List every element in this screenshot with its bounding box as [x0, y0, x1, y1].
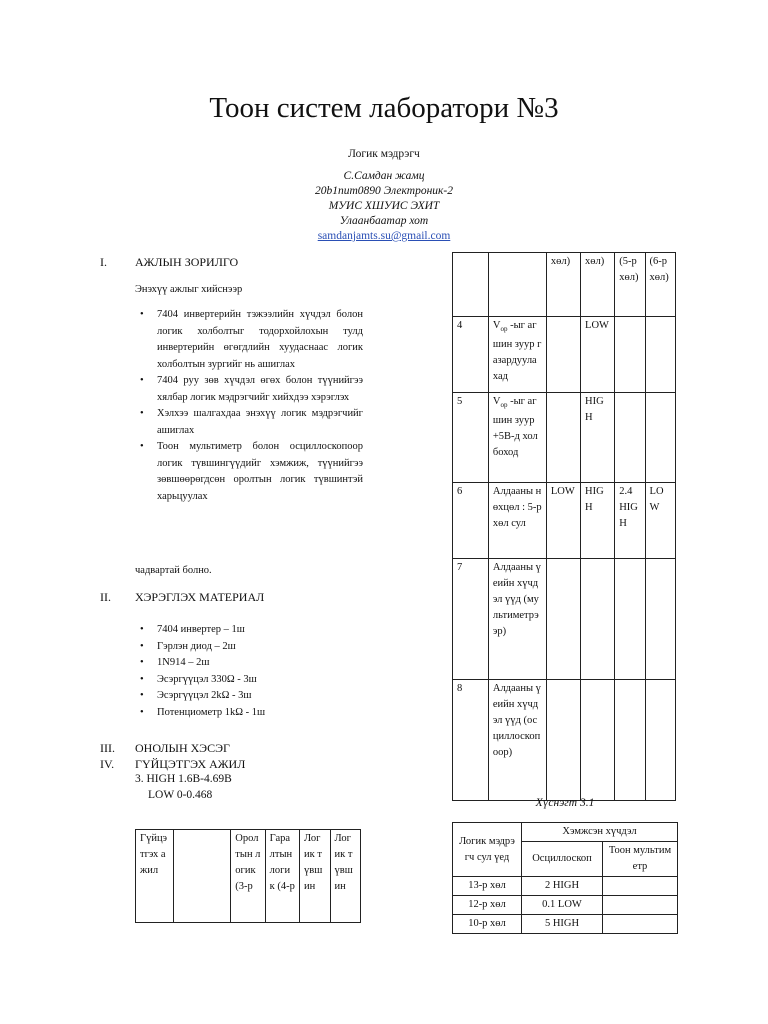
section3-title: ОНОЛЫН ХЭСЭГ [135, 741, 230, 755]
list-item: • 7404 инвертер – 1ш [140, 624, 245, 635]
table-cell [453, 253, 489, 317]
author-id: 20b1num0890 Электроник-2 [315, 185, 453, 197]
table-cell: хөл) [546, 253, 580, 317]
table-cell: (6-р хөл) [645, 253, 675, 317]
table-cell: HIGH [581, 483, 615, 559]
table-cell: Оролтын логик (3-р [231, 830, 265, 923]
list-item: • 7404 руу зөв хүчдэл өгөх болон түүнийгээ хялбар логик мэдрэгчийг хийхдээ хэрэглэх [140, 375, 363, 403]
table-row [453, 877, 678, 896]
table-cell: 7 [453, 559, 489, 680]
table-cell: (5-р хөл) [615, 253, 645, 317]
table-caption: Хүснэгт 3.1 [535, 797, 595, 809]
section2-number: II. [100, 590, 111, 604]
table-cell [581, 559, 615, 680]
table-cell [645, 317, 675, 393]
table-cell: хөл) [581, 253, 615, 317]
right-measurement-table [452, 252, 676, 801]
section1-intro: Энэхүү ажлыг хийснээр [135, 284, 243, 295]
table-cell [615, 393, 645, 483]
table-cell [615, 317, 645, 393]
section4-line1: 3. HIGH 1.6В-4.69В [135, 773, 232, 785]
section4-title: ГҮЙЦЭТГЭХ АЖИЛ [135, 757, 246, 771]
list-item: • Эсэргүүцэл 2kΩ - 3ш [140, 690, 252, 701]
section2-bullet-list [135, 622, 363, 721]
section1-bullet-list [135, 307, 363, 505]
table-cell [488, 253, 546, 317]
table-row [453, 559, 676, 680]
table-row [453, 680, 676, 801]
table-cell [645, 559, 675, 680]
list-item: • 1N914 – 2ш [140, 657, 210, 668]
author-email-line [0, 230, 768, 242]
list-item: • Эсэргүүцэл 330Ω - 3ш [140, 673, 257, 685]
table-row [453, 915, 678, 934]
table-row [453, 483, 676, 559]
table-cell [615, 559, 645, 680]
list-item: • Тоон мультиметр болон осциллоскопоор логик түвшингүүдийг хэмжиж, түүнийгээ зөвшөөрөгдсөн оролтын логик түвшинтэй харьцуулах [140, 441, 363, 502]
table-row [453, 253, 676, 317]
author-name: С.Самдан жамц [343, 170, 425, 182]
table-row [453, 823, 678, 842]
table-cell: $V_{ор}$ -ыг агшин зуур +5В-д холбоход [488, 393, 546, 483]
section4-number: IV. [100, 757, 115, 771]
table-cell [546, 393, 580, 483]
table-header-cell: Тоон мультиметр [603, 842, 678, 877]
table-cell [603, 896, 678, 915]
list-item: • Потенциометр 1kΩ - 1ш [140, 706, 266, 718]
subtitle: Логик мэдрэгч [348, 148, 420, 160]
section2-title: ХЭРЭГЛЭХ МАТЕРИАЛ [135, 590, 265, 604]
table-cell: Алдааны нөхцөл : 5-р хөл сул [488, 483, 546, 559]
table-row [453, 317, 676, 393]
table-cell: $V_{ор}$ -ыг агшин зуур газардуулахад [488, 317, 546, 393]
table-cell [645, 393, 675, 483]
table-cell [546, 317, 580, 393]
table-cell [581, 680, 615, 801]
table-cell [546, 680, 580, 801]
table-cell: 12-р хөл [453, 896, 522, 915]
table-cell [603, 877, 678, 896]
table-cell [615, 680, 645, 801]
table-cell: 8 [453, 680, 489, 801]
table-cell [645, 680, 675, 801]
section1-outro: чадвартай болно. [135, 565, 212, 576]
table-cell: 2 HIGH [522, 877, 603, 896]
table-cell: 5 [453, 393, 489, 483]
author-school: МУИС ХШУИС ЭХИТ [328, 200, 440, 212]
table-row [453, 896, 678, 915]
table-cell: 4 [453, 317, 489, 393]
table-cell: Алдааны үеийн хүчдэл үүд (мультиметрээр) [488, 559, 546, 680]
table-row [136, 830, 361, 923]
table-header-cell: Осциллоскоп [522, 842, 603, 877]
page-title: Тоон систем лаборатори №3 [209, 92, 559, 124]
table-cell [174, 830, 231, 923]
table-header-cell: Хэмжсэн хүчдэл [522, 823, 678, 842]
list-item: • 7404 инвертерийн тэжээлийн хүчдэл болон логик холболтыг тодорхойлохын тулд инвертерийн өгөгдлийн хуудаснаас логик холболтын зургийг нь ашиглах [140, 309, 363, 370]
table-cell: 13-р хөл [453, 877, 522, 896]
section4-line2: LOW 0-0.468 [148, 789, 213, 801]
table-row [453, 393, 676, 483]
measured-voltage-table [452, 822, 678, 934]
table-cell: 6 [453, 483, 489, 559]
section3-number: III. [100, 741, 115, 755]
table-cell: LOW [645, 483, 675, 559]
table-cell: 2.4 HIGH [615, 483, 645, 559]
table-cell [546, 559, 580, 680]
table-cell: LOW [581, 317, 615, 393]
table-cell: LOW [546, 483, 580, 559]
table-cell: Алдааны үеийн хүчдэл үүд (осциллоскопоор) [488, 680, 546, 801]
section1-number: I. [100, 255, 107, 269]
table-cell: 10-р хөл [453, 915, 522, 934]
list-item: • Хэлхээ шалгахдаа энэхүү логик мэдрэгчийг ашиглах [140, 408, 363, 436]
author-email[interactable]: samdanjamts.su@gmail.com [317, 230, 451, 242]
bottom-left-table [135, 829, 361, 923]
table-header-cell: Логик мэдрэгч сул үед [453, 823, 522, 877]
table-cell: 0.1 LOW [522, 896, 603, 915]
list-item: • Гэрлэн диод – 2ш [140, 640, 236, 652]
table-cell: HIGH [581, 393, 615, 483]
table-cell: Гаралтын логик (4-р [265, 830, 299, 923]
table-cell [603, 915, 678, 934]
table-cell: Гүйцэтгэх ажил [136, 830, 174, 923]
table-cell: Логик түвшин [300, 830, 330, 923]
author-city: Улаанбаатар хот [339, 215, 429, 227]
section1-title: АЖЛЫН ЗОРИЛГО [135, 255, 239, 269]
table-cell: 5 HIGH [522, 915, 603, 934]
table-cell: Логик түвшин [330, 830, 361, 923]
